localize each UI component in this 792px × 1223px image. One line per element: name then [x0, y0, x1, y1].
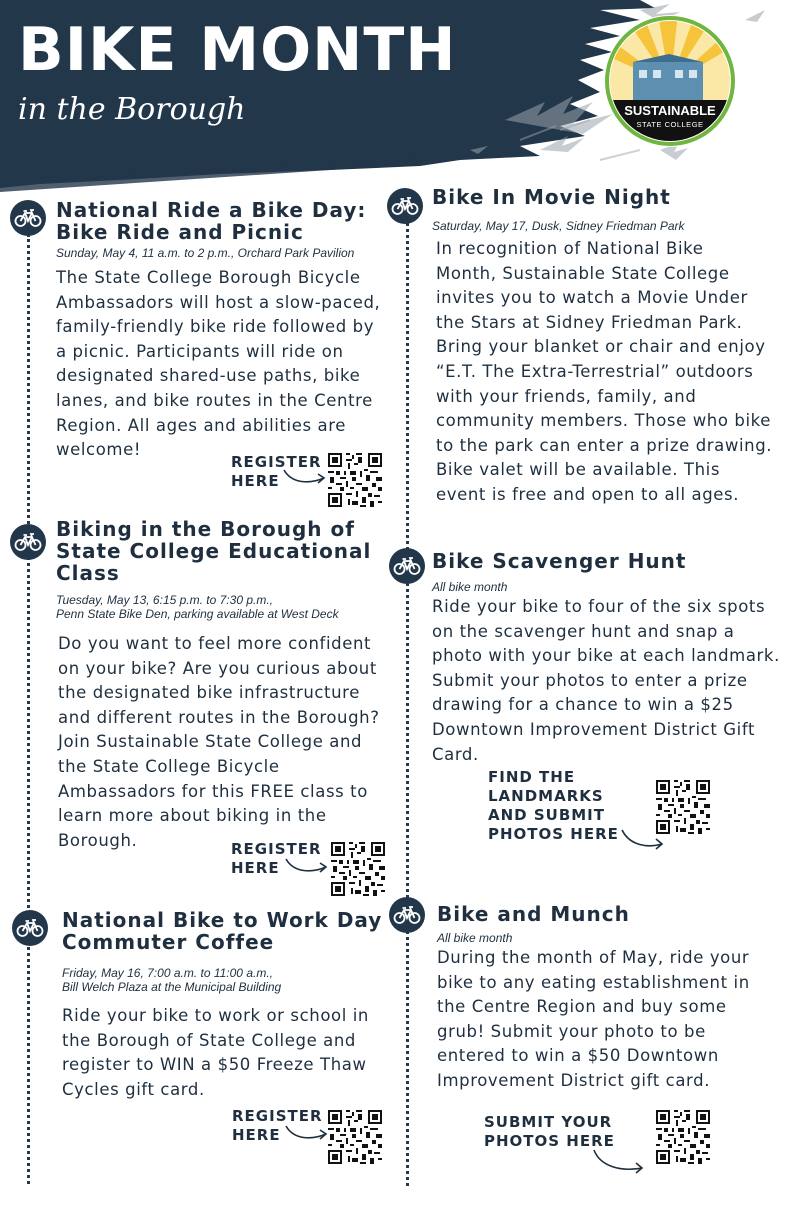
event-title: Bike and Munch: [437, 902, 630, 926]
arrow-icon: [592, 1148, 648, 1174]
arrow-icon: [284, 853, 330, 877]
event-meta: Saturday, May 17, Dusk, Sidney Friedman Park: [432, 219, 685, 233]
submit-photos-link[interactable]: SUBMIT YOUR PHOTOS HERE: [484, 1113, 615, 1150]
event-title: Bike Scavenger Hunt: [432, 549, 687, 573]
event-meta: Tuesday, May 13, 6:15 p.m. to 7:30 p.m., Penn State Bike Den, parking available at West Deck: [56, 593, 339, 621]
event-description: During the month of May, ride your bike to any eating establishment in the Centre Region and buy some grub! Submit your photo to be entered to win a $50 Downtown Improvement District gift card.: [437, 948, 750, 1090]
event-title: National Bike to Work Day Commuter Coffee: [62, 908, 383, 954]
bicycle-icon: [387, 188, 423, 224]
arrow-icon: [284, 1120, 330, 1144]
event-meta: All bike month: [437, 931, 513, 945]
event-description: Do you want to feel more confident on your bike? Are you curious about the designated bike infrastructure and different routes in the Borough? Join Sustainable State College and the State College Bicycle Ambassadors for this FREE class to learn more about biking in the Borough.: [58, 634, 380, 850]
qr-code-icon[interactable]: [656, 780, 710, 834]
event-meta: Friday, May 16, 7:00 a.m. to 11:00 a.m., Bill Welch Plaza at the Municipal Building: [62, 966, 282, 994]
bicycle-icon: [389, 897, 425, 933]
event-meta: Sunday, May 4, 11 a.m. to 2 p.m., Orchard Park Pavilion: [56, 246, 355, 260]
register-link[interactable]: REGISTER HERE: [231, 840, 322, 877]
event-description: In recognition of National Bike Month, Sustainable State College invites you to watch a Movie Under the Stars at Sidney Friedman Park. Bring your blanket or chair and enjoy “E.T. The Extra-Terrestrial” outdoors with your friends, family, and community members. Those who bike to the park can enter a prize drawing. Bike valet will be available. This event is free and open to all ages.: [436, 239, 773, 504]
register-link[interactable]: REGISTER HERE: [231, 453, 322, 490]
timeline-right: [406, 218, 409, 1186]
timeline-left: [27, 234, 30, 1184]
register-link[interactable]: REGISTER HERE: [232, 1107, 323, 1144]
qr-code-icon[interactable]: [328, 1110, 382, 1164]
bicycle-icon: [389, 548, 425, 584]
event-title: National Ride a Bike Day: Bike Ride and Picnic: [56, 198, 367, 244]
logo-name: SUSTAINABLE: [624, 103, 716, 118]
event-description: The State College Borough Bicycle Ambassadors will host a slow-paced, family-friendly bike ride followed by a picnic. Participants will ride on designated shared-use paths, bike lanes, and bike routes in the Centre Region. All ages and abilities are welcome!: [56, 268, 381, 460]
logo-tagline: STATE COLLEGE: [636, 120, 704, 129]
arrow-icon: [282, 464, 328, 488]
qr-code-icon[interactable]: [331, 842, 385, 896]
page-title: BIKE MONTH: [18, 15, 457, 85]
bicycle-icon: [10, 200, 46, 236]
qr-code-icon[interactable]: [656, 1110, 710, 1164]
event-title: Biking in the Borough of State College Educational Class: [56, 517, 372, 585]
event-description: Ride your bike to work or school in the Borough of State College and register to WIN a $50 Freeze Thaw Cycles gift card.: [62, 1006, 369, 1099]
event-meta: All bike month: [432, 580, 508, 594]
event-title: Bike In Movie Night: [432, 185, 671, 209]
qr-code-icon[interactable]: [328, 453, 382, 507]
page-subtitle: in the Borough: [18, 92, 246, 127]
bicycle-icon: [12, 910, 48, 946]
landmarks-link[interactable]: FIND THE LANDMARKS AND SUBMIT PHOTOS HERE: [488, 768, 619, 843]
event-description: Ride your bike to four of the six spots on the scavenger hunt and snap a photo with your bike at each landmark. Submit your photos to enter a prize drawing for a chance to win a $25 Downtown Improvement District Gift Card.: [432, 597, 780, 764]
bicycle-icon: [10, 524, 46, 560]
